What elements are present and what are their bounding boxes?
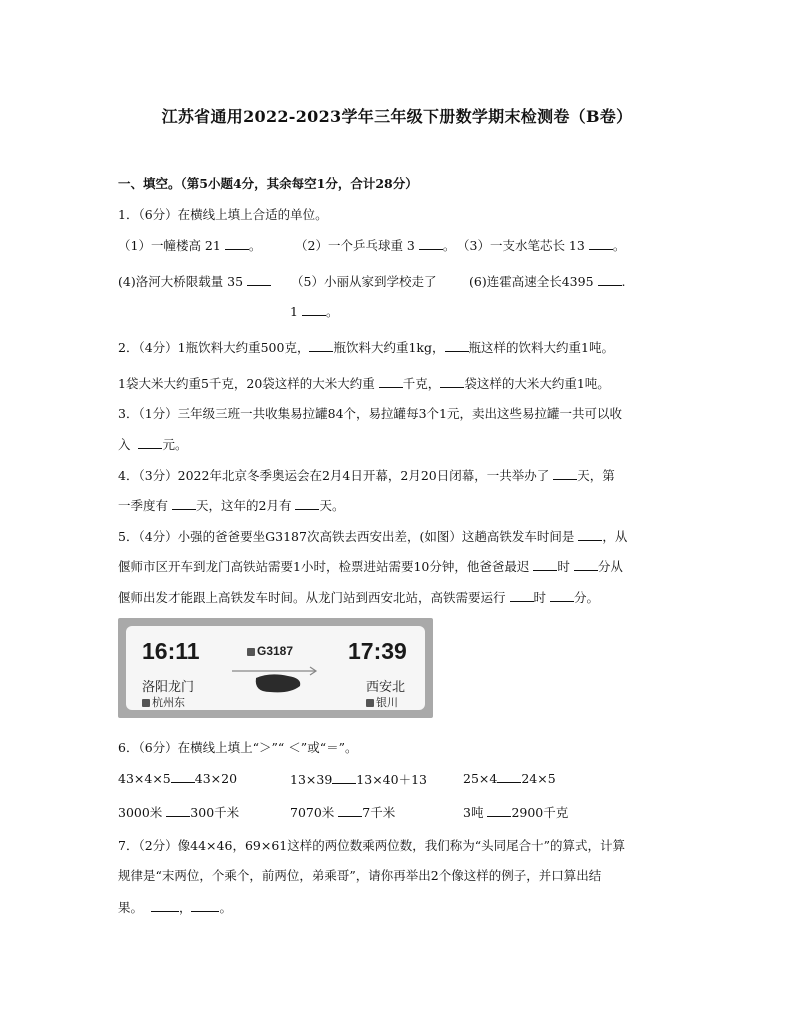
redacted-blot	[256, 674, 300, 692]
q1-item-5-value: 1	[290, 304, 298, 319]
answer-blank[interactable]	[295, 497, 319, 510]
q3-text: 入	[118, 437, 131, 452]
q1-item-2-text: （2）一个乒乓球重 3	[295, 238, 415, 253]
answer-blank[interactable]	[510, 589, 534, 602]
terminus-station	[366, 694, 398, 710]
q6-right: 13×40＋13	[356, 772, 427, 787]
q1-item-4	[118, 272, 271, 290]
route-arrow-icon	[230, 662, 322, 696]
q1-item-4-text: (4)洛河大桥限载量 35	[118, 274, 244, 289]
answer-blank[interactable]	[598, 273, 622, 286]
q3-text: 元。	[162, 437, 188, 452]
q5-text: 偃师市区开车到龙门高铁站需要1小时，检票进站需要10分钟，他爸爸最迟	[118, 559, 530, 574]
answer-blank[interactable]	[332, 771, 356, 784]
q1-item-1	[118, 236, 261, 254]
question-7-line-1: 7．（2分）像44×46，69×61这样的两位数乘两位数，我们称为“头同尾合十”的算式，计算	[118, 838, 626, 853]
q6-item	[463, 803, 568, 821]
answer-blank[interactable]	[338, 804, 362, 817]
q4-text: 天，第	[577, 468, 615, 483]
train-icon	[247, 648, 255, 656]
train-number-text: G3187	[257, 644, 294, 658]
answer-blank[interactable]	[138, 436, 162, 449]
question-4-line-1	[118, 466, 615, 484]
q5-text: 分从	[597, 559, 623, 574]
q1-item-1-end: 。	[248, 238, 262, 253]
answer-blank[interactable]	[550, 589, 574, 602]
q6-left: 25×4	[463, 771, 498, 786]
departure-time: 16:11	[142, 638, 200, 664]
answer-blank[interactable]	[497, 770, 521, 783]
answer-blank[interactable]	[171, 770, 195, 783]
question-5-line-1	[118, 527, 627, 545]
q2-text: 瓶这样的饮料大约重1吨。	[468, 340, 614, 355]
q4-text: 一季度有	[118, 498, 169, 513]
question-4-line-2	[118, 496, 344, 514]
q2-text: 瓶饮料大约重1kg，	[333, 340, 445, 355]
answer-blank[interactable]	[151, 899, 179, 912]
q1-item-5-text: （5）小丽从家到学校走了	[291, 274, 437, 289]
q6-left: 3吨	[463, 805, 484, 820]
answer-blank[interactable]	[191, 899, 219, 912]
q1-item-3-text: （3）一支水笔芯长 13	[457, 238, 585, 253]
question-7-line-3	[118, 898, 232, 916]
arrival-station: 西安北	[366, 679, 406, 694]
q4-text: 天。	[319, 498, 345, 513]
q2-text: 1袋大米大约重5千克，20袋这样的大米大约重	[118, 376, 375, 391]
q6-item	[118, 770, 237, 786]
q1-item-6-end: .	[621, 274, 626, 289]
train-ticket-image	[118, 618, 433, 718]
answer-blank[interactable]	[578, 528, 602, 541]
q7-text: ，	[178, 900, 192, 915]
q6-left: 13×39	[290, 772, 333, 787]
q6-right: 300千米	[190, 805, 240, 820]
q7-text: 果。	[118, 900, 144, 915]
page-title: 江苏省通用2022-2023学年三年级下册数学期末检测卷（B卷）	[161, 107, 633, 126]
q6-item	[290, 770, 427, 788]
q1-item-2-end: 。	[442, 238, 456, 253]
q1-item-6	[469, 272, 626, 290]
q5-text: 分。	[574, 590, 600, 605]
section-heading: 一、填空。（第5小题4分，其余每空1分，合计28分）	[118, 176, 418, 191]
answer-blank[interactable]	[445, 339, 469, 352]
q5-text: ，从	[602, 529, 628, 544]
q6-right: 2900千克	[511, 805, 569, 820]
q2-text: 千克，	[402, 376, 441, 391]
question-3-line-1: 3．（1分）三年级三班一共收集易拉罐84个，易拉罐每3个1元，卖出这些易拉罐一共可以收	[118, 406, 622, 421]
origin-station	[142, 694, 185, 710]
q6-right: 7千米	[362, 805, 396, 820]
q5-text: 偃师出发才能跟上高铁发车时间。从龙门站到西安北站，高铁需要运行	[118, 590, 506, 605]
answer-blank[interactable]	[589, 237, 613, 250]
answer-blank[interactable]	[574, 558, 598, 571]
departure-station: 洛阳龙门	[142, 679, 195, 694]
train-ticket-card	[126, 626, 425, 710]
answer-blank[interactable]	[533, 558, 557, 571]
answer-blank[interactable]	[302, 303, 326, 316]
q6-item	[463, 770, 556, 786]
q2-text: 袋这样的大米大约重1吨。	[464, 376, 610, 391]
train-number	[247, 644, 293, 658]
answer-blank[interactable]	[440, 375, 464, 388]
q5-text: 时	[533, 590, 547, 605]
q6-right: 24×5	[521, 771, 556, 786]
station-icon	[366, 699, 374, 707]
answer-blank[interactable]	[379, 375, 403, 388]
q5-text: 时	[557, 559, 570, 574]
answer-blank[interactable]	[419, 237, 443, 250]
q1-item-5-cont	[290, 302, 338, 320]
answer-blank[interactable]	[166, 804, 190, 817]
question-2-line-1	[118, 338, 614, 356]
q1-item-1-text: （1）一幢楼高 21	[118, 238, 221, 253]
q6-item	[290, 803, 395, 821]
q4-text: 4．（3分）2022年北京冬季奥运会在2月4日开幕，2月20日闭幕，一共举办了	[118, 468, 550, 483]
q4-text: 天，这年的2月有	[196, 498, 292, 513]
answer-blank[interactable]	[487, 804, 511, 817]
question-2-line-2	[118, 374, 610, 392]
answer-blank[interactable]	[172, 497, 196, 510]
question-5-line-3	[118, 588, 599, 606]
answer-blank[interactable]	[225, 237, 249, 250]
q7-text: 。	[219, 900, 232, 915]
q1-item-5	[291, 272, 436, 290]
terminus-station-text: 银川	[376, 697, 398, 709]
q5-text: 5．（4分）小强的爸爸要坐G3187次高铁去西安出差，(如图）这趟高铁发车时间是	[118, 529, 575, 544]
q6-left: 7070米	[290, 805, 335, 820]
arrival-time: 17:39	[348, 638, 407, 664]
question-7-line-2: 规律是“末两位，个乘个，前两位，弟乘哥”，请你再举出2个像这样的例子，并口算出结	[118, 868, 602, 883]
question-1-stem: 1．（6分）在横线上填上合适的单位。	[118, 207, 328, 222]
answer-blank[interactable]	[309, 339, 333, 352]
q6-left: 43×4×5	[118, 771, 171, 786]
q6-item	[118, 803, 239, 821]
question-3-line-2	[118, 435, 187, 453]
answer-blank[interactable]	[553, 467, 577, 480]
q6-right: 43×20	[194, 771, 238, 786]
origin-station-text: 杭州东	[152, 697, 185, 709]
q1-item-3-end: 。	[612, 238, 626, 253]
q6-left: 3000米	[118, 805, 163, 820]
q1-item-5-end: 。	[325, 304, 339, 319]
question-6-stem: 6．（6分）在横线上填上“＞”“ ＜”或“＝”。	[118, 740, 358, 755]
q2-text: 2．（4分）1瓶饮料大约重500克，	[118, 340, 310, 355]
question-5-line-2	[118, 557, 623, 575]
q1-item-6-text: (6)连霍高速全长4395	[469, 274, 594, 289]
q1-item-3	[457, 236, 625, 254]
station-icon	[142, 699, 150, 707]
q1-item-2	[295, 236, 455, 254]
answer-blank[interactable]	[247, 273, 271, 286]
